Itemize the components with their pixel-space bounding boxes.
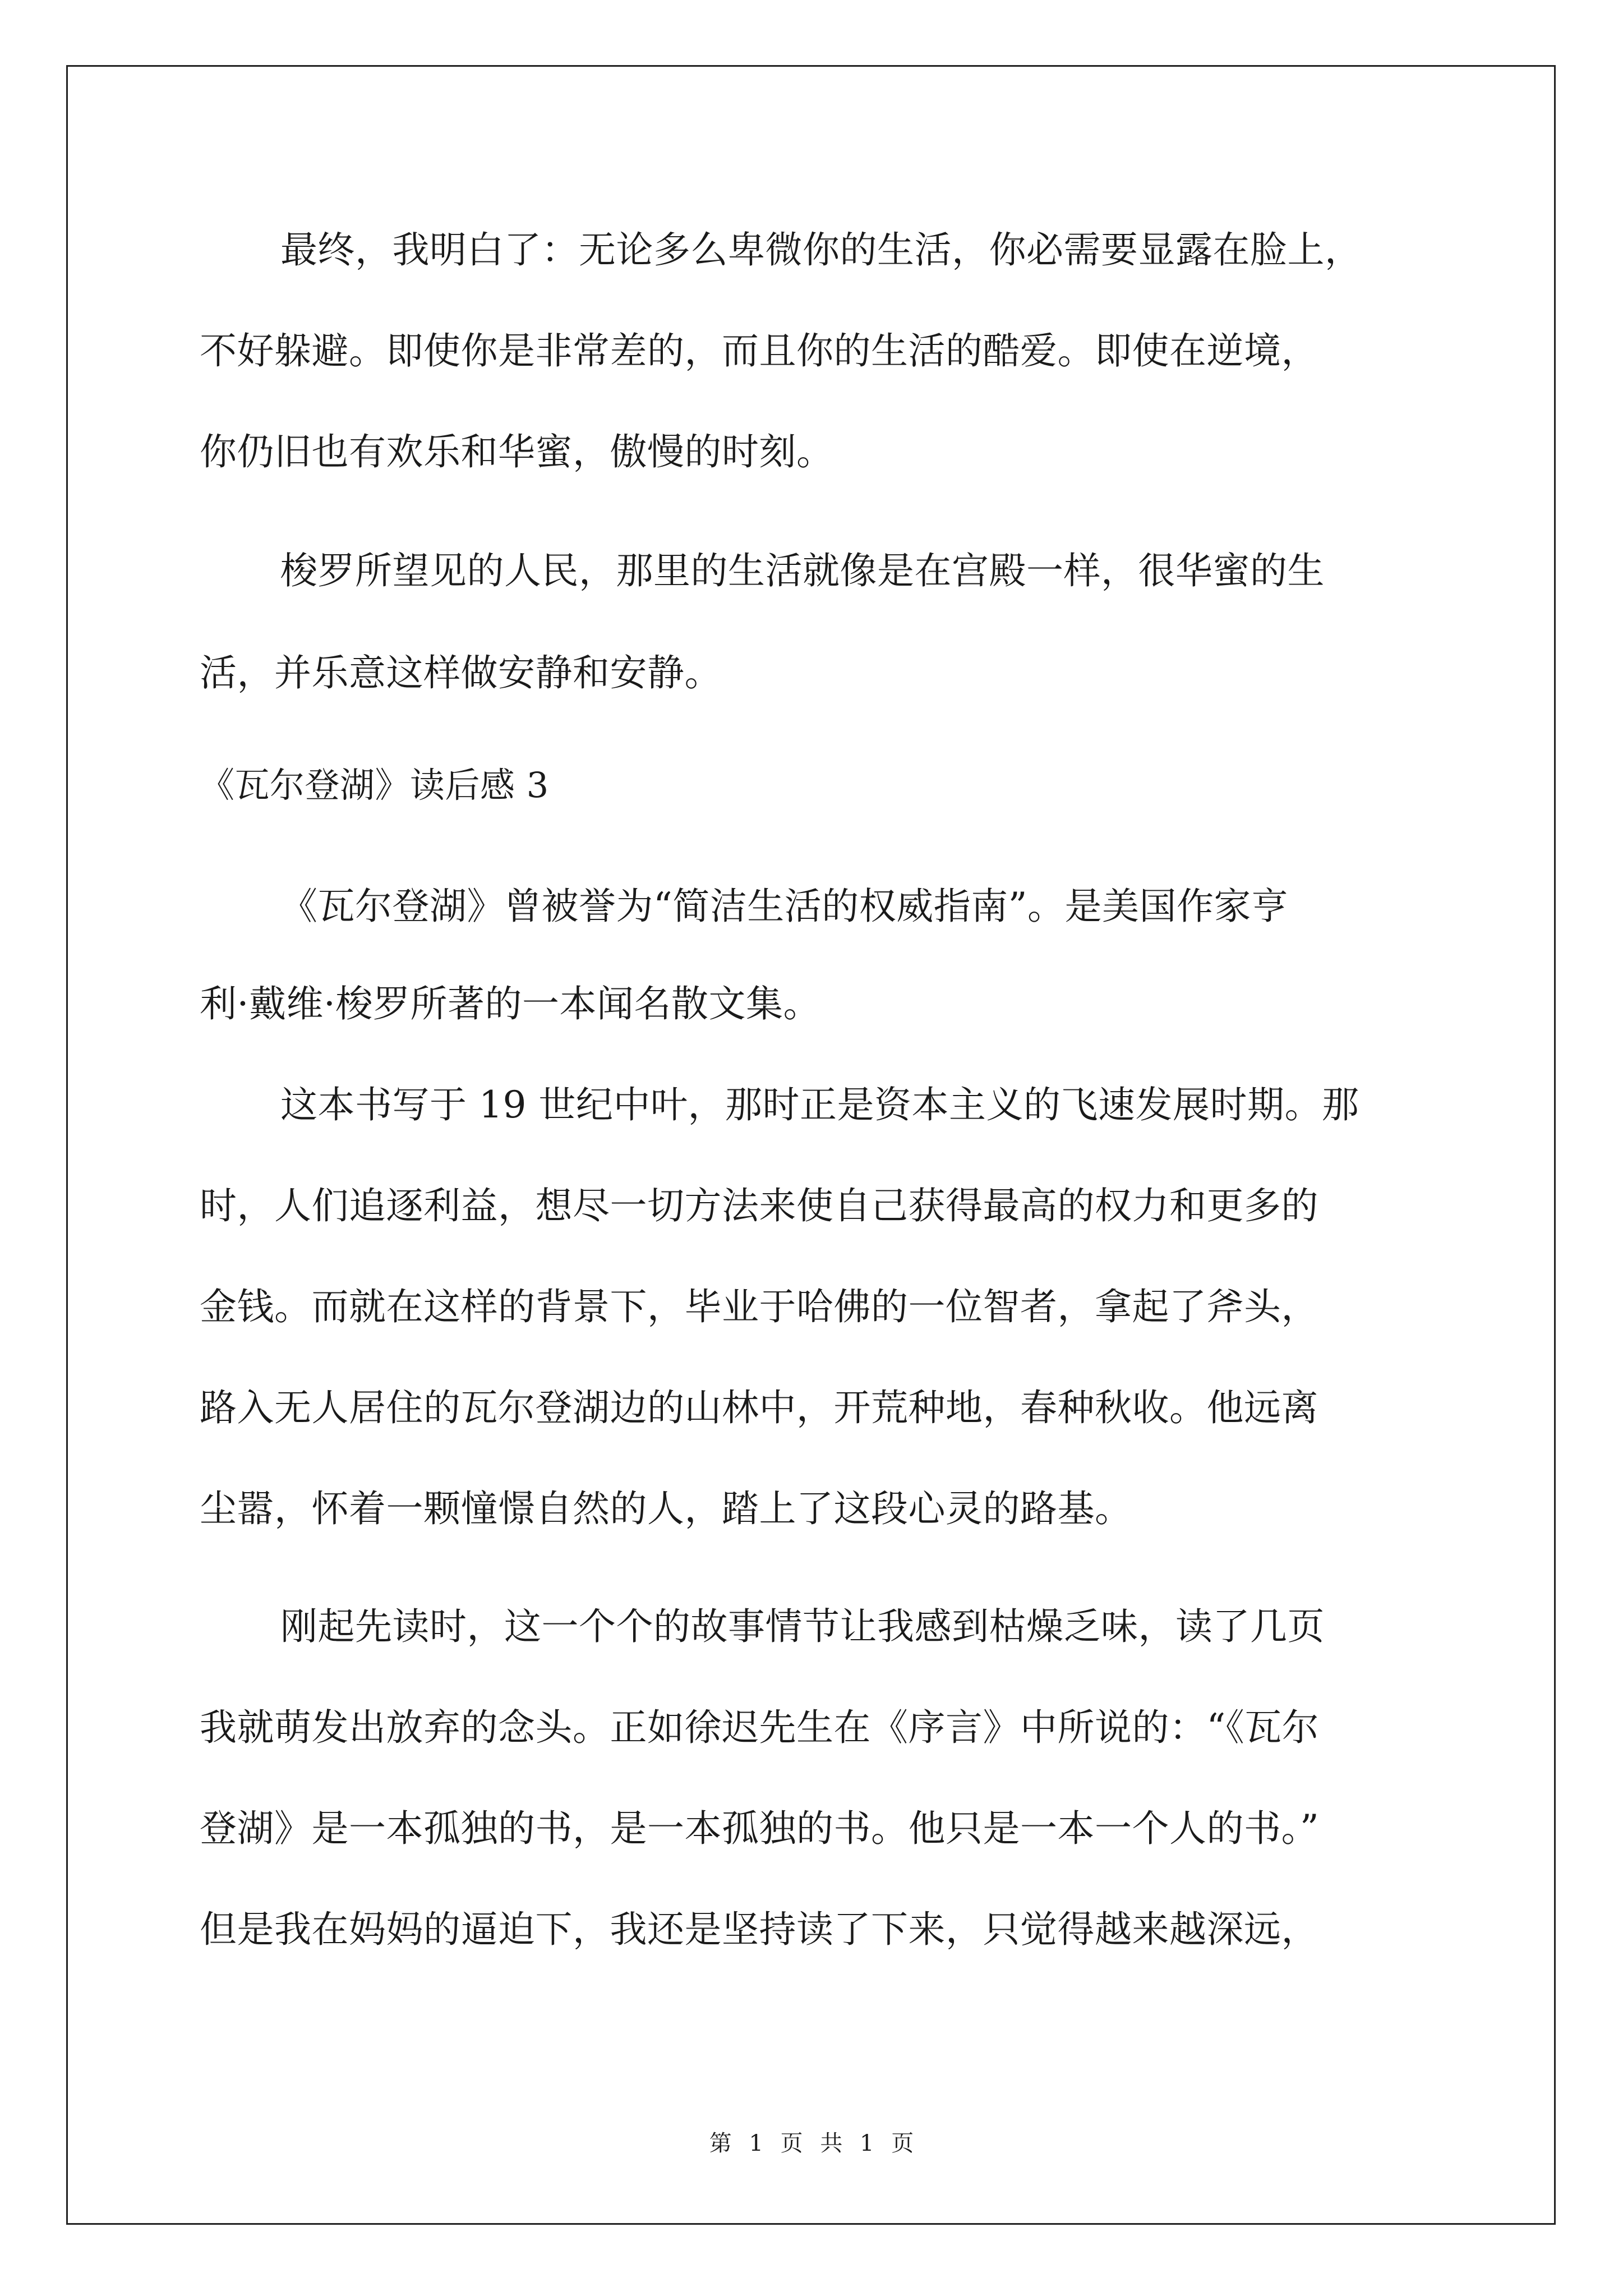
paragraph-3-line-2: 利·戴维·梭罗所著的一本闻名散文集。 bbox=[200, 982, 820, 1025]
paragraph-1-line-1: 最终，我明白了：无论多么卑微你的生活，你必需要显露在脸上， bbox=[280, 228, 1362, 272]
paragraph-5-line-1: 刚起先读时，这一个个的故事情节让我感到枯燥乏味，读了几页 bbox=[280, 1605, 1325, 1648]
paragraph-3-line-1: 《瓦尔登湖》曾被誉为“简洁生活的权威指南”。是美国作家亨 bbox=[280, 885, 1289, 928]
paragraph-4-line-4: 路入无人居住的瓦尔登湖边的山林中，开荒种地，春种秋收。他远离 bbox=[200, 1386, 1318, 1429]
paragraph-4-line-5: 尘嚣，怀着一颗憧憬自然的人，踏上了这段心灵的路基。 bbox=[200, 1487, 1132, 1530]
paragraph-4-line-1: 这本书写于 19 世纪中叶，那时正是资本主义的飞速发展时期。那 bbox=[280, 1083, 1359, 1126]
section-heading: 《瓦尔登湖》读后感 3 bbox=[200, 765, 549, 806]
paragraph-5-line-4: 但是我在妈妈的逼迫下，我还是坚持读了下来，只觉得越来越深远， bbox=[200, 1908, 1318, 1951]
paragraph-5-line-3: 登湖》是一本孤独的书，是一本孤独的书。他只是一本一个人的书。” bbox=[200, 1807, 1320, 1850]
paragraph-5-line-2: 我就萌发出放弃的念头。正如徐迟先生在《序言》中所说的：“《瓦尔 bbox=[200, 1706, 1320, 1749]
paragraph-2-line-2: 活，并乐意这样做安静和安静。 bbox=[200, 651, 722, 694]
paragraph-4-line-2: 时，人们追逐利益，想尽一切方法来使自己获得最高的权力和更多的 bbox=[200, 1184, 1318, 1227]
paragraph-2-line-1: 梭罗所望见的人民，那里的生活就像是在宫殿一样，很华蜜的生 bbox=[280, 549, 1325, 592]
paragraph-1-line-2: 不好躲避。即使你是非常差的，而且你的生活的酷爱。即使在逆境， bbox=[200, 329, 1318, 372]
page-border bbox=[66, 65, 1556, 2225]
page-number-footer: 第 1 页 共 1 页 bbox=[709, 2131, 914, 2156]
paragraph-1-line-3: 你仍旧也有欢乐和华蜜，傲慢的时刻。 bbox=[200, 430, 834, 473]
paragraph-4-line-3: 金钱。而就在这样的背景下，毕业于哈佛的一位智者，拿起了斧头， bbox=[200, 1285, 1318, 1328]
